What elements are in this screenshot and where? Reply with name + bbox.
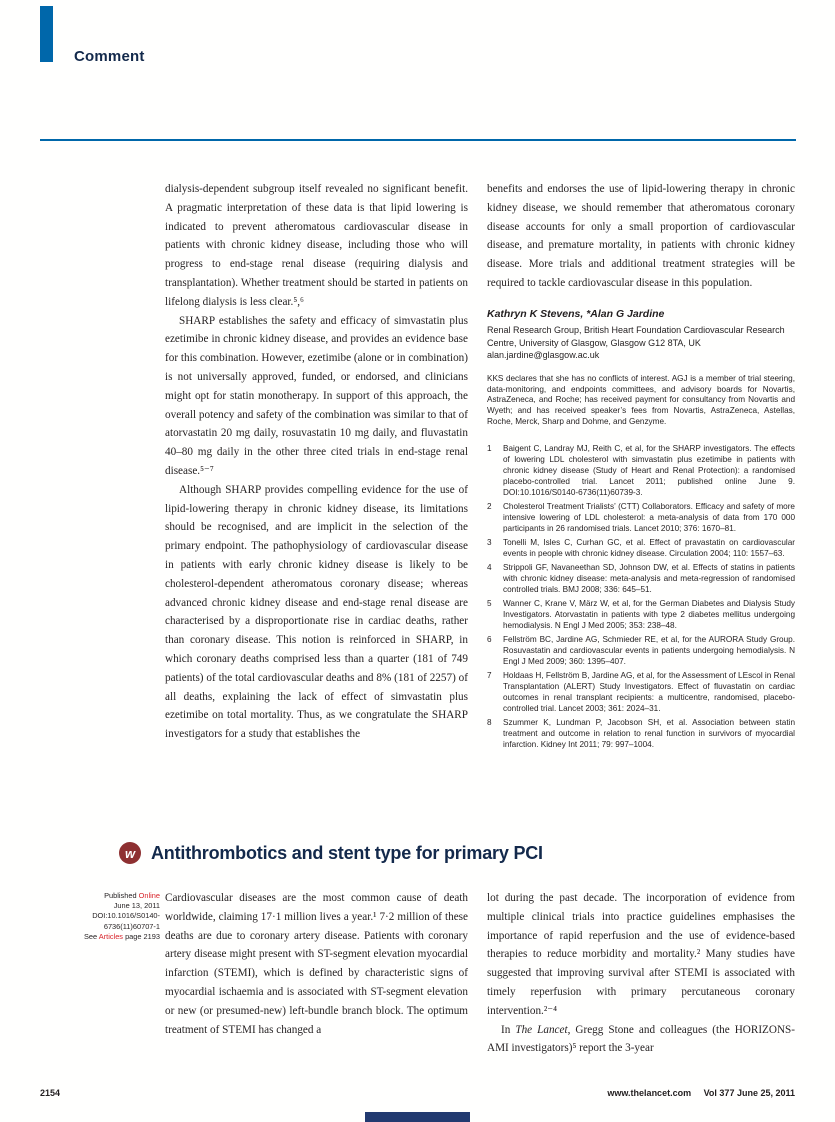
- paragraph-text: , Gregg Stone and colleagues (the HORIZONS-AMI investigators)⁵ report the 3-year: [487, 1023, 795, 1055]
- body-paragraph: SHARP establishes the safety and efficacy of simvastatin plus ezetimibe in chronic kidney disease, and provides an evidence base for this combination. However, ezetimibe (alone or in combination) is not universally approved, funded, or endorsed, and clinicians might opt for statin monotherapy. In support of this approach, the overall potency and safety of the combination was similar to that of atorvastatin 20 mg daily, rosuvastatin 10 mg daily, and fluvastatin 40–80 mg daily in the other three cited trials in end-stage renal disease.⁵⁻⁷: [165, 314, 468, 477]
- reference-number: 7: [487, 671, 492, 681]
- article2-header: [119, 842, 543, 864]
- see-page-label: page 2193: [125, 931, 160, 941]
- reference-text: Fellström BC, Jardine AG, Schmieder RE, et al, for the AURORA Study Group. Rosuvastatin and cardiovascular events in patients undergoing hemodialysis. N Engl J Med 2009; 360: 1395–407.: [503, 635, 795, 667]
- body-paragraph: benefits and endorses the use of lipid-lowering therapy in chronic kidney disease, we should remember that atheromatous coronary disease accounts for only a small proportion of cardiovascular disease, and premature mortality, in patients with chronic kidney disease. More trials and additional treatment strategies will be required to tackle cardiovascular disease in this population.: [487, 183, 795, 289]
- reference-item: [487, 443, 795, 498]
- reference-number: 6: [487, 635, 492, 645]
- reference-number: 5: [487, 599, 492, 609]
- reference-item: [487, 634, 795, 667]
- article1-left-column: [165, 180, 468, 744]
- reference-item: [487, 670, 795, 714]
- body-paragraph: [487, 1021, 795, 1059]
- journal-url[interactable]: www.thelancet.com: [607, 1088, 692, 1098]
- reference-number: 2: [487, 502, 492, 512]
- article2-right-column: [487, 889, 795, 1058]
- lancet-corner-bar: [40, 6, 53, 62]
- conflict-of-interest-statement: KKS declares that she has no conflicts of interest. AGJ is a member of trial steering, data-monitoring, and endpoints committees, and advisory boards for Novartis, AstraZeneca, and Roche; has received payment for consultancy from Novartis and Wyeth; and has received speaker’s fees from Novartis, AstraZeneca, Astellas, Roche, Merck, Sharp and Dohme, and Genzyme.: [487, 374, 795, 426]
- article2-left-column: [165, 889, 468, 1039]
- page-number: 2154: [40, 1088, 61, 1098]
- online-label: Online: [138, 891, 160, 900]
- reference-number: 8: [487, 718, 492, 728]
- footer-right: [597, 1088, 795, 1098]
- published-label: Published: [104, 891, 137, 900]
- publication-date: June 13, 2011: [113, 901, 160, 911]
- reference-text: Wanner C, Krane V, März W, et al, for the German Diabetes and Dialysis Study Investigators. Atorvastatin in patients with type 2 diabetes mellitus undergoing hemodialysis. N Engl J Med 2005; 353: 238–48.: [503, 599, 795, 631]
- reference-item: [487, 562, 795, 595]
- reference-item: [487, 537, 795, 559]
- reference-number: 3: [487, 538, 492, 548]
- reference-text: Baigent C, Landray MJ, Reith C, et al, for the SHARP investigators. The effects of lowering LDL cholesterol with simvastatin plus ezetimibe in patients with chronic kidney disease (Study of Heart and Renal Protection): a randomised placebo-controlled trial. Lancet 2011; published online June 9. DOI:10.1016/S0140-6736(11)60739-3.: [503, 444, 795, 498]
- reference-text: Strippoli GF, Navaneethan SD, Johnson DW, et al. Effects of statins in patients with chronic kidney disease: meta-analysis and meta-regression of randomised controlled trials. BMJ 2008; 336: 645–51.: [503, 563, 795, 595]
- margin-notes: [56, 891, 160, 942]
- reference-item: [487, 598, 795, 631]
- articles-crossref-link[interactable]: Articles: [98, 931, 123, 941]
- body-paragraph: Cardiovascular diseases are the most common cause of death worldwide, claiming 17·1 million lives a year.¹ 7·2 million of these deaths are due to coronary artery disease. Patients with coronary artery disease might present with ST-segment elevation myocardial infarction (STEMI), which is defined by characteristic signs of myocardial ischaemia and is associated with ST-segment elevation or new (or presumed-new) left-bundle branch block. The optimum treatment of STEMI has changed a: [165, 892, 468, 1036]
- body-paragraph: dialysis-dependent subgroup itself revealed no significant benefit. A pragmatic interpretation of these data is that lipid lowering is indicated to prevent atheromatous cardiovascular disease in patients with chronic kidney disease, including those who will progress to end-stage renal disease (requiring dialysis and transplantation). Whether treatment should be started in patients on lifelong dialysis is less clear.⁵,⁶: [165, 183, 468, 308]
- section-heading: Comment: [74, 48, 145, 65]
- journal-name: The Lancet: [515, 1023, 568, 1036]
- see-articles-note: [56, 932, 160, 942]
- reference-text: Tonelli M, Isles C, Curhan GC, et al. Effect of pravastatin on cardiovascular events in people with chronic kidney disease. Circulation 2004; 110: 1557–63.: [503, 538, 795, 559]
- binding-mark: [365, 1112, 470, 1122]
- reference-text: Szummer K, Lundman P, Jacobson SH, et al. Association between statin treatment and outcome in relation to renal function in survivors of myocardial infarction. Kidney Int 2011; 79: 997–1004.: [503, 718, 795, 750]
- paragraph-text: In: [501, 1023, 516, 1036]
- email-link[interactable]: alan.jardine@glasgow.ac.uk: [487, 350, 600, 361]
- reference-text: Cholesterol Treatment Trialists’ (CTT) Collaborators. Efficacy and safety of more intensive lowering of LDL cholesterol: a meta-analysis of data from 170 000 participants in 26 randomised trials. Lancet 2010; 376: 1670–81.: [503, 502, 795, 534]
- reference-item: [487, 501, 795, 534]
- doi-line-1: DOI:10.1016/S0140-: [92, 911, 160, 921]
- article2-title: Antithrombotics and stent type for primary PCI: [151, 842, 543, 863]
- online-first-icon: w: [119, 842, 141, 864]
- published-online-note: [56, 891, 160, 901]
- reference-item: [487, 717, 795, 750]
- doi-line-2: 6736(11)60707-1: [103, 921, 160, 931]
- reference-number: 4: [487, 563, 492, 573]
- reference-text: Holdaas H, Fellström B, Jardine AG, et al, for the Assessment of LEscol in Renal Transplantation (ALERT) Study Investigators. Effect of fluvastatin on cardiac outcomes in renal transplant recipients: a multicentre, randomised, placebo-controlled trial. Lancet 2003; 361: 2024–31.: [503, 671, 795, 714]
- reference-list: [487, 443, 795, 750]
- reference-number: 1: [487, 444, 492, 454]
- page-footer: [40, 1088, 795, 1098]
- volume-date: Vol 377 June 25, 2011: [703, 1088, 795, 1098]
- body-paragraph: lot during the past decade. The incorporation of evidence from multiple clinical trials into practice guidelines emphasises the importance of rapid reperfusion and the use of evidence-based therapies to reduce morbidity and mortality.² Many studies have suggested that improving survival after STEMI is associated with timely reperfusion with primary percutaneous coronary intervention.²⁻⁴: [487, 892, 795, 1017]
- article1-right-column: [487, 180, 795, 753]
- see-label: See: [83, 931, 98, 941]
- body-paragraph: Although SHARP provides compelling evidence for the use of lipid-lowering therapy in chronic kidney disease, its limitations should be recognised, and are implicit in the selection of the primary endpoint. The pathophysiology of cardiovascular disease in patients with early chronic kidney disease is likely to be cholesterol-dependent atheromatous coronary disease; whereas advanced chronic kidney disease and end-stage renal disease are characterised by a disproportionate rise in cardiac deaths, rather than coronary disease. This notion is reinforced in SHARP, in which coronary deaths comprised less than a quarter (181 of 749 patients) of the total cardiovascular deaths and 8% (181 of 2257) of all deaths, explaining the lack of effect of simvastatin plus ezetimibe on total mortality. Thus, as we congratulate the SHARP investigators for a study that establishes the: [165, 483, 468, 741]
- header-rule: [40, 139, 796, 141]
- author-names: Kathryn K Stevens, *Alan G Jardine: [487, 307, 665, 320]
- author-affiliation: Renal Research Group, British Heart Foundation Cardiovascular Research Centre, University of Glasgow, Glasgow G12 8TA, UK: [487, 324, 785, 348]
